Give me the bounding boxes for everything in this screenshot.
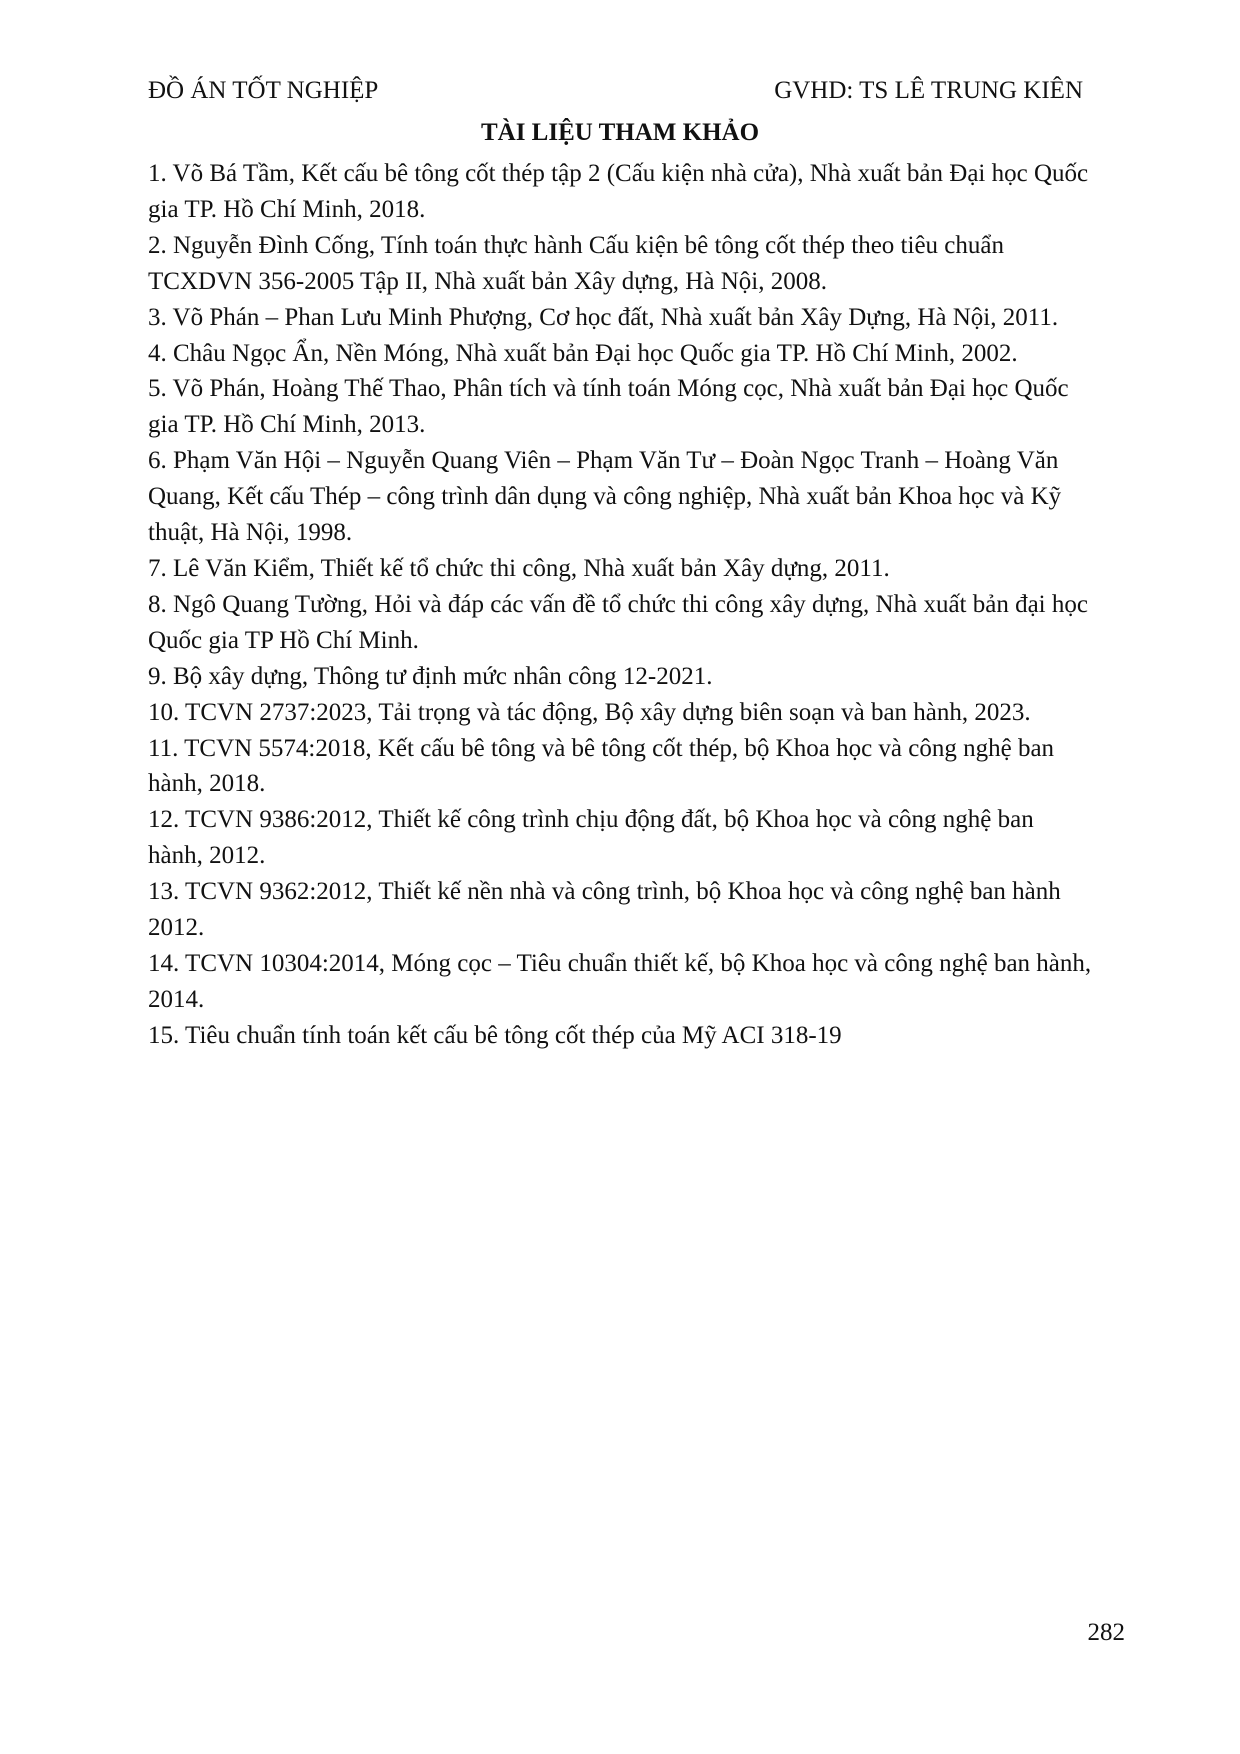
reference-item: 14. TCVN 10304:2014, Móng cọc – Tiêu chuẩn thiết kế, bộ Khoa học và công nghệ ban hành, 2014. xyxy=(148,949,1092,1013)
page-title: TÀI LIỆU THAM KHẢO xyxy=(480,119,760,146)
reference-item: 9. Bộ xây dựng, Thông tư định mức nhân công 12-2021. xyxy=(148,662,713,690)
reference-item: 8. Ngô Quang Tường, Hỏi và đáp các vấn đề tổ chức thi công xây dựng, Nhà xuất bản đại học Quốc gia TP Hồ Chí Minh. xyxy=(148,590,1088,654)
reference-item: 13. TCVN 9362:2012, Thiết kế nền nhà và công trình, bộ Khoa học và công nghệ ban hành 2012. xyxy=(148,878,1061,942)
reference-item: 11. TCVN 5574:2018, Kết cấu bê tông và bê tông cốt thép, bộ Khoa học và công nghệ ban hành, 2018. xyxy=(148,734,1055,798)
reference-item: 1. Võ Bá Tầm, Kết cấu bê tông cốt thép tập 2 (Cấu kiện nhà cửa), Nhà xuất bản Đại học Quốc gia TP. Hồ Chí Minh, 2018. xyxy=(148,160,1089,223)
reference-list xyxy=(148,156,1093,1054)
reference-item: 2. Nguyễn Đình Cống, Tính toán thực hành Cấu kiện bê tông cốt thép theo tiêu chuẩn TCXDVN 356-2005 Tập II, Nhà xuất bản Xây dựng, Hà Nội, 2008. xyxy=(148,231,1004,295)
reference-item: 7. Lê Văn Kiểm, Thiết kế tổ chức thi công, Nhà xuất bản Xây dựng, 2011. xyxy=(148,554,890,582)
header-supervisor: GVHD: TS LÊ TRUNG KIÊN xyxy=(774,77,1083,104)
reference-item: 4. Châu Ngọc Ẩn, Nền Móng, Nhà xuất bản Đại học Quốc gia TP. Hồ Chí Minh, 2002. xyxy=(148,339,1018,367)
reference-item: 6. Phạm Văn Hội – Nguyễn Quang Viên – Phạm Văn Tư – Đoàn Ngọc Tranh – Hoàng Văn Quang, Kết cấu Thép – công trình dân dụng và công nghiệp, Nhà xuất bản Khoa học và Kỹ thuật, Hà Nội, 1998. xyxy=(148,447,1062,547)
reference-item: 3. Võ Phán – Phan Lưu Minh Phượng, Cơ học đất, Nhà xuất bản Xây Dựng, Hà Nội, 2011. xyxy=(148,303,1059,331)
header-document-type: ĐỒ ÁN TỐT NGHIỆP xyxy=(148,77,379,104)
page-number: 282 xyxy=(1087,1619,1125,1646)
reference-item: 5. Võ Phán, Hoàng Thế Thao, Phân tích và tính toán Móng cọc, Nhà xuất bản Đại học Quốc gia TP. Hồ Chí Minh, 2013. xyxy=(148,375,1069,439)
reference-item: 12. TCVN 9386:2012, Thiết kế công trình chịu động đất, bộ Khoa học và công nghệ ban hành, 2012. xyxy=(148,806,1034,870)
reference-item: 15. Tiêu chuẩn tính toán kết cấu bê tông cốt thép của Mỹ ACI 318-19 xyxy=(148,1021,842,1049)
reference-item: 10. TCVN 2737:2023, Tải trọng và tác động, Bộ xây dựng biên soạn và ban hành, 2023. xyxy=(148,698,1031,726)
